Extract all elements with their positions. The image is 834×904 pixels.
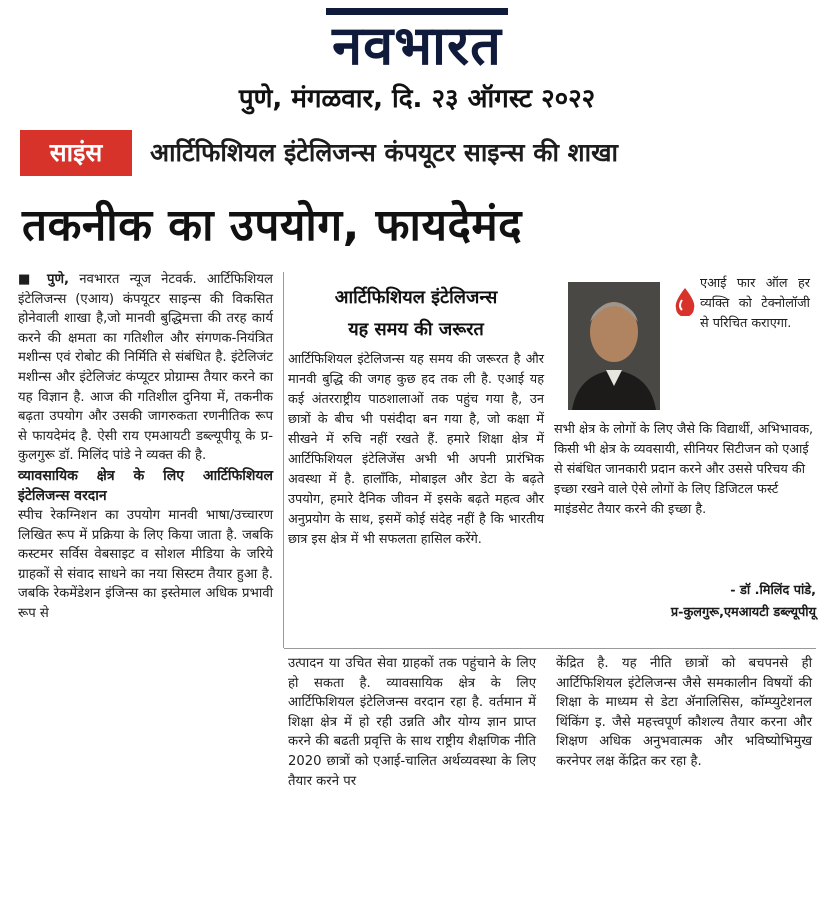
quote-body: सभी क्षेत्र के लोगों के लिए जैसे कि विद्यार्थी, अभिभावक, किसी भी क्षेत्र के व्यवसायी, सीनियर सिटीजन को एआई से संबंधित जानकारी प्रदान करने और उससे परिचय की इच्छा रखने वाले ऐसे लोगों के लिए डिजिटल फर्स्ट माइंडसेट तैयार करने की इच्छा है.: [554, 422, 814, 517]
quote-attribution: [554, 580, 816, 624]
section-tag: साइंस: [20, 130, 132, 176]
quote-icon: [672, 286, 698, 316]
lead-place: ■ पुणे,: [18, 272, 70, 287]
masthead: [0, 8, 834, 77]
attribution-title: प्र-कुलगुरू,एमआयटी डब्ल्यूपीयू: [670, 605, 816, 620]
lead-paragraph: [18, 270, 273, 466]
box-title-line-1: आर्टिफिशियल इंटेलिजन्स: [334, 287, 498, 308]
column-1-body: स्पीच रेकग्निशन का उपयोग मानवी भाषा/उच्चारण लिखित रूप में प्रक्रिया के लिए किया जाता है. जबकि कस्टमर सर्विस वेबसाइट व सोशल मीडिया के जरिये ग्राहकों से संवाद साधने का नया सिस्टम तैयार हुआ है. जबकि रेकमेंडेशन इंजिन्स का इस्तेमाल अधिक प्रभावी रूप से: [18, 507, 273, 621]
box-title-line-2: यह समय की जरूरत: [348, 319, 484, 340]
column-divider: [283, 272, 284, 648]
section-title: आर्टिफिशियल इंटेलिजन्स कंपयूटर साइन्स की शाखा: [150, 138, 619, 167]
newspaper-logo: नवभारत: [326, 8, 508, 77]
section-bar: [20, 130, 820, 176]
article-column-4: केंद्रित है. यह नीति छात्रों को बचपनसे ही आर्टिफिशियल इंटेलिजन्स जैसे समकालीन विषयों की शिक्षा के माध्यम से डेटा ॲनालिसिस, कॉम्प्युटेशनल थिंकिंग इ. जैसे महत्त्वपूर्ण कौशल्य तैयार करना और शिक्षण अधिक अनुभवात्मक और भविष्योभिमुख करनेपर लक्ष केंद्रित कर रहा है.: [556, 656, 812, 769]
subheading: व्यावसायिक क्षेत्र के लिए आर्टिफिशियल इंटेलिजन्स वरदान: [18, 467, 273, 504]
article-column-1: [18, 270, 273, 624]
lead-text: नवभारत न्यूज नेटवर्क. आर्टिफिशियल इंटेलिजन्स (एआय) कंपयूटर साइन्स की विकसित होनेवाली शाखा है,जो मानवी बुद्धिमत्ता की तरह कार्य करने की क्षमता का गतिशील और संगणक-नियंत्रित मशीन्स एवं रोबोट की निर्मिति से संबंधित है. इंटेलिजंट मशीन्स और इंटेलिजंट कंप्यूटर प्रोग्राम्स तैयार करने का यह विज्ञान है. आज की गतिशील दुनिया में, तकनीक बढ़ता उपयोग और उसकी जागरुकता रणनीतिक रूप से फायदेमंद है. ऐसी राय एमआयटी डब्ल्यूपीयू के प्र-कुलगुरू डॉ. मिलिंद पांडे ने व्यक्त की है.: [18, 272, 273, 464]
dateline: पुणे, मंगळवार, दि. २३ ऑगस्ट २०२२: [238, 84, 596, 114]
author-photo: [568, 282, 660, 410]
headline: तकनीक का उपयोग, फायदेमंद: [22, 200, 523, 251]
box-title: [290, 282, 542, 346]
quote-intro: एआई फार ऑल हर व्यक्ति को टेक्नोलॉजी से परिचित कराएगा.: [700, 276, 810, 331]
attribution-name: - डॉ .मिलिंद पांडे,: [730, 583, 816, 598]
horizontal-rule: [284, 648, 816, 649]
article-column-3: उत्पादन या उचित सेवा ग्राहकों तक पहुंचाने के लिए हो सकता है. व्यावसायिक क्षेत्र के लिए आर्टिफिशियल इंटेलिजन्स वरदान रहा है. वर्तमान में शिक्षा क्षेत्र में हो रही उन्नति और योग्य ज्ञान प्राप्त करने की बढती प्रवृत्ति के साथ राष्ट्रीय शैक्षणिक नीति 2020 छात्रों को एआई-चालित अर्थव्यवस्था के लिए तैयार करने पर: [288, 656, 536, 789]
box-body: आर्टिफिशियल इंटेलिजन्स यह समय की जरूरत है और मानवी बुद्धि की जगह कुछ हद तक ली है. एआई यह कई अंतरराष्ट्रीय पाठशालाओं तक पहुंच गया है, उन छात्रों के बीच भी पसंदीदा बन गया है, जो कक्षा में सीखने में रुचि नहीं रखते हैं. हमारे शिक्षा क्षेत्र में आर्टिफिशियल इंटेलिजेंस अभी भी अपनी प्रारंभिक अवस्था में है. हालाँकि, मोबाइल और डेटा के बढ़ते उपयोग, हमारे दैनिक जीवन में इसके बढ़ते महत्व और अनुप्रयोग के साथ, इसमें कोई संदेह नहीं है कि भारतीय छात्र इस क्षेत्र में भी सफलता हासिल करेंगे.: [288, 352, 544, 547]
